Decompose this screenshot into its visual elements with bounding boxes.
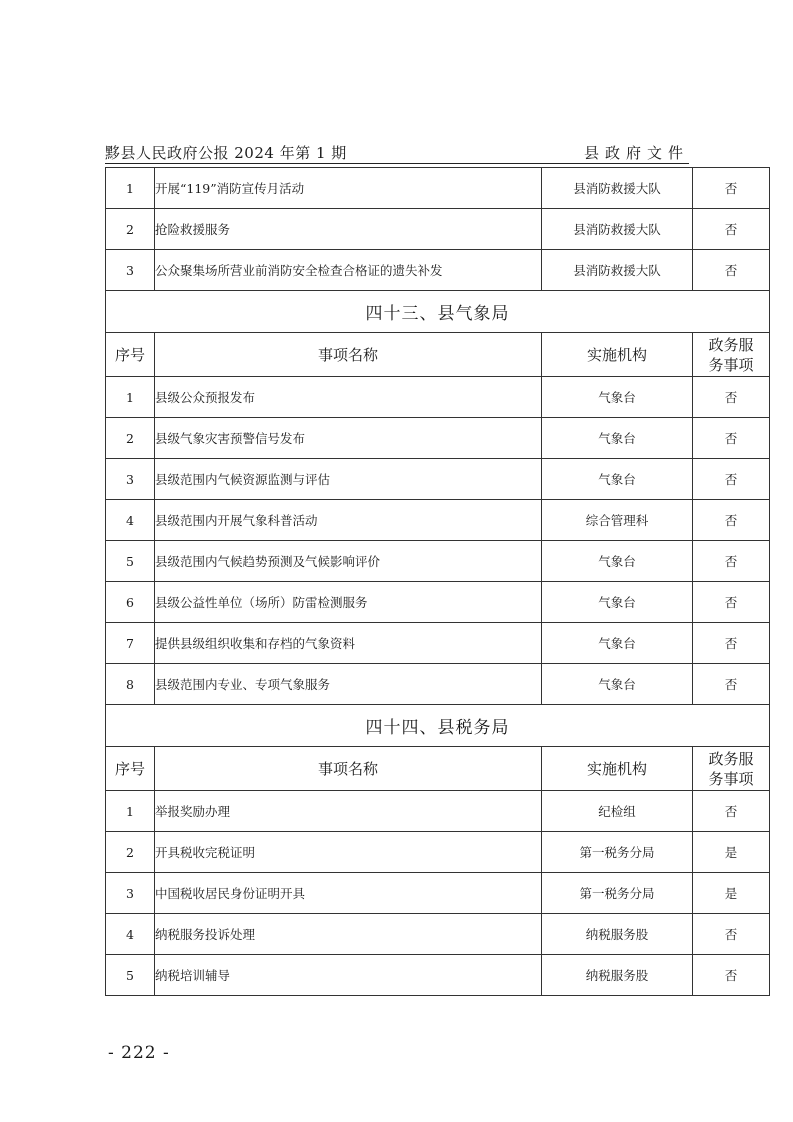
table-row [106,250,770,291]
row-number: 6 [106,582,155,623]
implementing-org: 纳税服务股 [542,955,693,996]
service-flag: 否 [693,955,770,996]
implementing-org: 县消防救援大队 [542,250,693,291]
service-flag: 否 [693,664,770,705]
service-flag: 是 [693,873,770,914]
implementing-org: 气象台 [542,459,693,500]
column-header-row [106,333,770,377]
item-name: 纳税培训辅导 [155,955,542,996]
table-row [106,832,770,873]
row-number: 3 [106,459,155,500]
implementing-org: 第一税务分局 [542,832,693,873]
service-flag: 否 [693,541,770,582]
implementing-org: 气象台 [542,541,693,582]
service-flag: 否 [693,623,770,664]
item-name: 中国税收居民身份证明开具 [155,873,542,914]
table-row [106,500,770,541]
item-name: 县级范围内专业、专项气象服务 [155,664,542,705]
row-number: 1 [106,791,155,832]
service-flag: 是 [693,832,770,873]
table-row [106,791,770,832]
section-heading-row [106,705,770,747]
table-row [106,377,770,418]
item-name: 提供县级组织收集和存档的气象资料 [155,623,542,664]
section-label: 县政府文件 [583,144,689,162]
col-header-org: 实施机构 [542,333,693,377]
implementing-org: 气象台 [542,664,693,705]
item-name: 公众聚集场所营业前消防安全检查合格证的遗失补发 [155,250,542,291]
item-name: 县级气象灾害预警信号发布 [155,418,542,459]
item-name: 县级范围内开展气象科普活动 [155,500,542,541]
col-header-name: 事项名称 [155,747,542,791]
implementing-org: 第一税务分局 [542,873,693,914]
row-number: 5 [106,955,155,996]
service-flag: 否 [693,377,770,418]
item-name: 县级范围内气候趋势预测及气候影响评价 [155,541,542,582]
table-row [106,623,770,664]
table-row [106,168,770,209]
row-number: 3 [106,873,155,914]
row-number: 2 [106,832,155,873]
service-flag: 否 [693,914,770,955]
implementing-org: 气象台 [542,623,693,664]
service-flag: 否 [693,459,770,500]
row-number: 7 [106,623,155,664]
item-name: 抢险救援服务 [155,209,542,250]
service-flag: 否 [693,582,770,623]
bulletin-title: 黟县人民政府公报 2024 年第 1 期 [105,144,347,162]
item-name: 县级公众预报发布 [155,377,542,418]
table-row [106,664,770,705]
table-row [106,873,770,914]
implementing-org: 纪检组 [542,791,693,832]
col-header-service [693,747,770,791]
item-name: 举报奖励办理 [155,791,542,832]
row-number: 2 [106,209,155,250]
service-flag: 否 [693,500,770,541]
section-title: 四十四、县税务局 [106,705,770,747]
col-header-service-label: 政务服务事项 [708,335,754,374]
implementing-org: 县消防救援大队 [542,168,693,209]
col-header-service-label: 政务服务事项 [708,749,754,788]
table-row [106,209,770,250]
col-header-org: 实施机构 [542,747,693,791]
table-row [106,418,770,459]
row-number: 4 [106,914,155,955]
row-number: 5 [106,541,155,582]
header-divider [105,163,689,164]
col-header-seq: 序号 [106,747,155,791]
item-name: 县级范围内气候资源监测与评估 [155,459,542,500]
col-header-service [693,333,770,377]
implementing-org: 气象台 [542,377,693,418]
service-flag: 否 [693,168,770,209]
row-number: 1 [106,168,155,209]
page-number: - 222 - [108,1043,170,1063]
row-number: 1 [106,377,155,418]
item-name: 纳税服务投诉处理 [155,914,542,955]
section-heading-row [106,291,770,333]
row-number: 8 [106,664,155,705]
table-row [106,541,770,582]
col-header-seq: 序号 [106,333,155,377]
row-number: 3 [106,250,155,291]
row-number: 2 [106,418,155,459]
implementing-org: 纳税服务股 [542,914,693,955]
service-flag: 否 [693,418,770,459]
table-row [106,955,770,996]
implementing-org: 综合管理科 [542,500,693,541]
item-name: 开展“119”消防宣传月活动 [155,168,542,209]
row-number: 4 [106,500,155,541]
table-row [106,459,770,500]
column-header-row [106,747,770,791]
section-title: 四十三、县气象局 [106,291,770,333]
implementing-org: 气象台 [542,582,693,623]
service-flag: 否 [693,791,770,832]
page-header [105,140,689,164]
col-header-name: 事项名称 [155,333,542,377]
service-items-table [105,167,770,996]
service-flag: 否 [693,209,770,250]
implementing-org: 气象台 [542,418,693,459]
implementing-org: 县消防救援大队 [542,209,693,250]
table-row [106,582,770,623]
service-flag: 否 [693,250,770,291]
table-row [106,914,770,955]
item-name: 开具税收完税证明 [155,832,542,873]
item-name: 县级公益性单位（场所）防雷检测服务 [155,582,542,623]
